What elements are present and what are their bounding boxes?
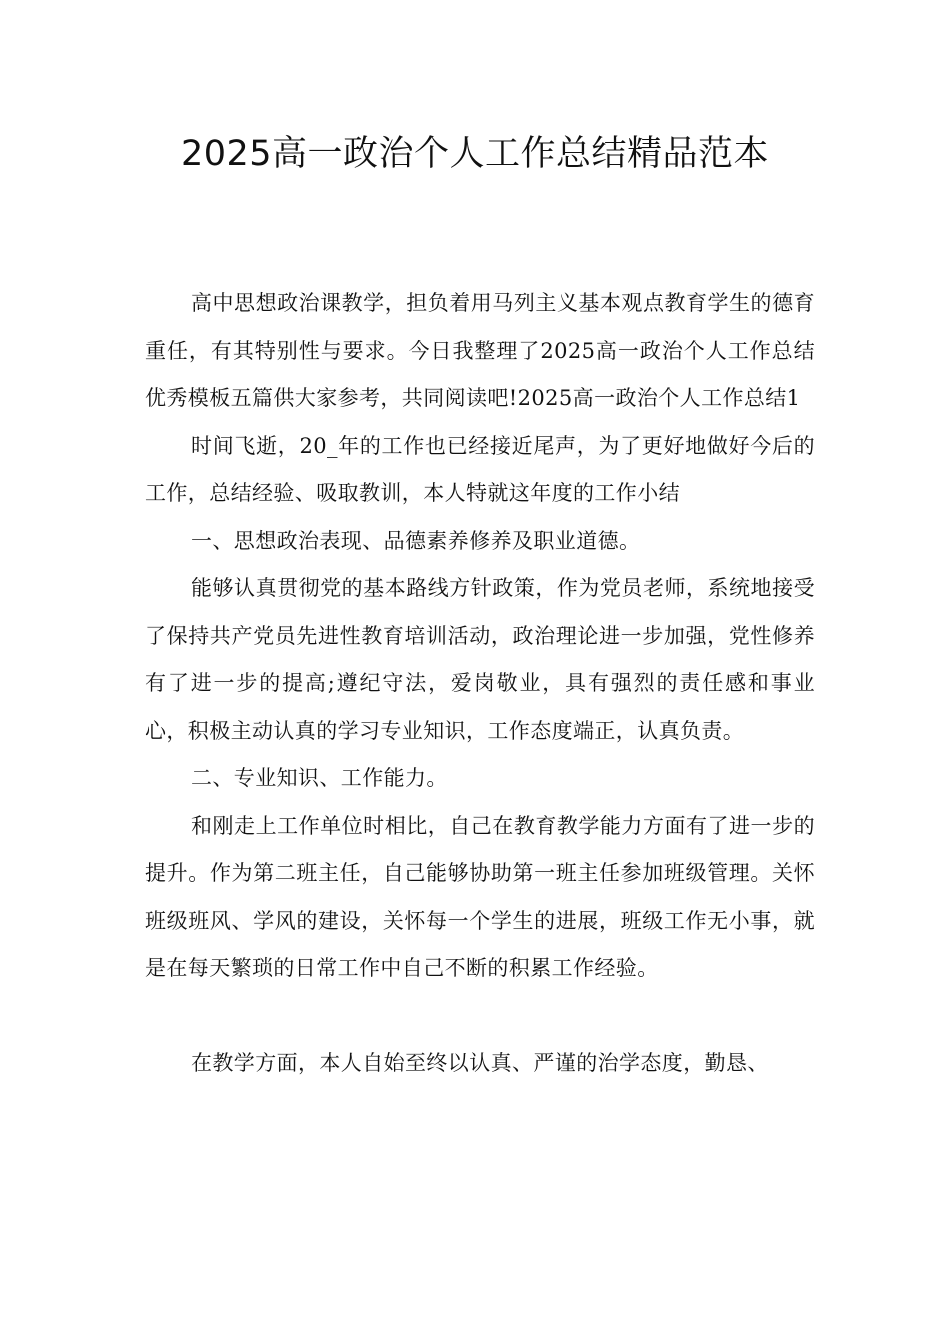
- document-title: 2025高一政治个人工作总结精品范本: [180, 134, 770, 174]
- paragraph-teaching: 在教学方面，本人自始至终以认真、严谨的治学态度，勤恳、: [191, 1050, 769, 1075]
- paragraph-ability: 和刚走上工作单位时相比，自己在教育教学能力方面有了进一步的提升。作为第二班主任，自己能够协助第一班主任参加班级管理。关怀班级班风、学风的建设，关怀每一个学生的进展，班级工作无小事，就是在每天繁琐的日常工作中自己不断的积累工作经验。: [145, 813, 815, 980]
- paragraph-ideology: 能够认真贯彻党的基本路线方针政策，作为党员老师，系统地接受了保持共产党员先进性教育培训活动，政治理论进一步加强，党性修养有了进一步的提高;遵纪守法，爱岗敬业，具有强烈的责任感和事业心，积极主动认真的学习专业知识，工作态度端正，认真负责。: [145, 576, 815, 743]
- document-body: [145, 280, 815, 1087]
- paragraph-time: 时间飞逝，20_年的工作也已经接近尾声，为了更好地做好今后的工作，总结经验、吸取教训，本人特就这年度的工作小结: [145, 433, 815, 505]
- section-heading-1: 一、思想政治表现、品德素养修养及职业道德。: [191, 528, 641, 553]
- paragraph-intro: 高中思想政治课教学，担负着用马列主义基本观点教育学生的德育重任，有其特别性与要求。今日我整理了2025高一政治个人工作总结优秀模板五篇供大家参考，共同阅读吧!2025高一政治个人工作总结1: [145, 291, 815, 410]
- section-heading-2: 二、专业知识、工作能力。: [191, 766, 448, 790]
